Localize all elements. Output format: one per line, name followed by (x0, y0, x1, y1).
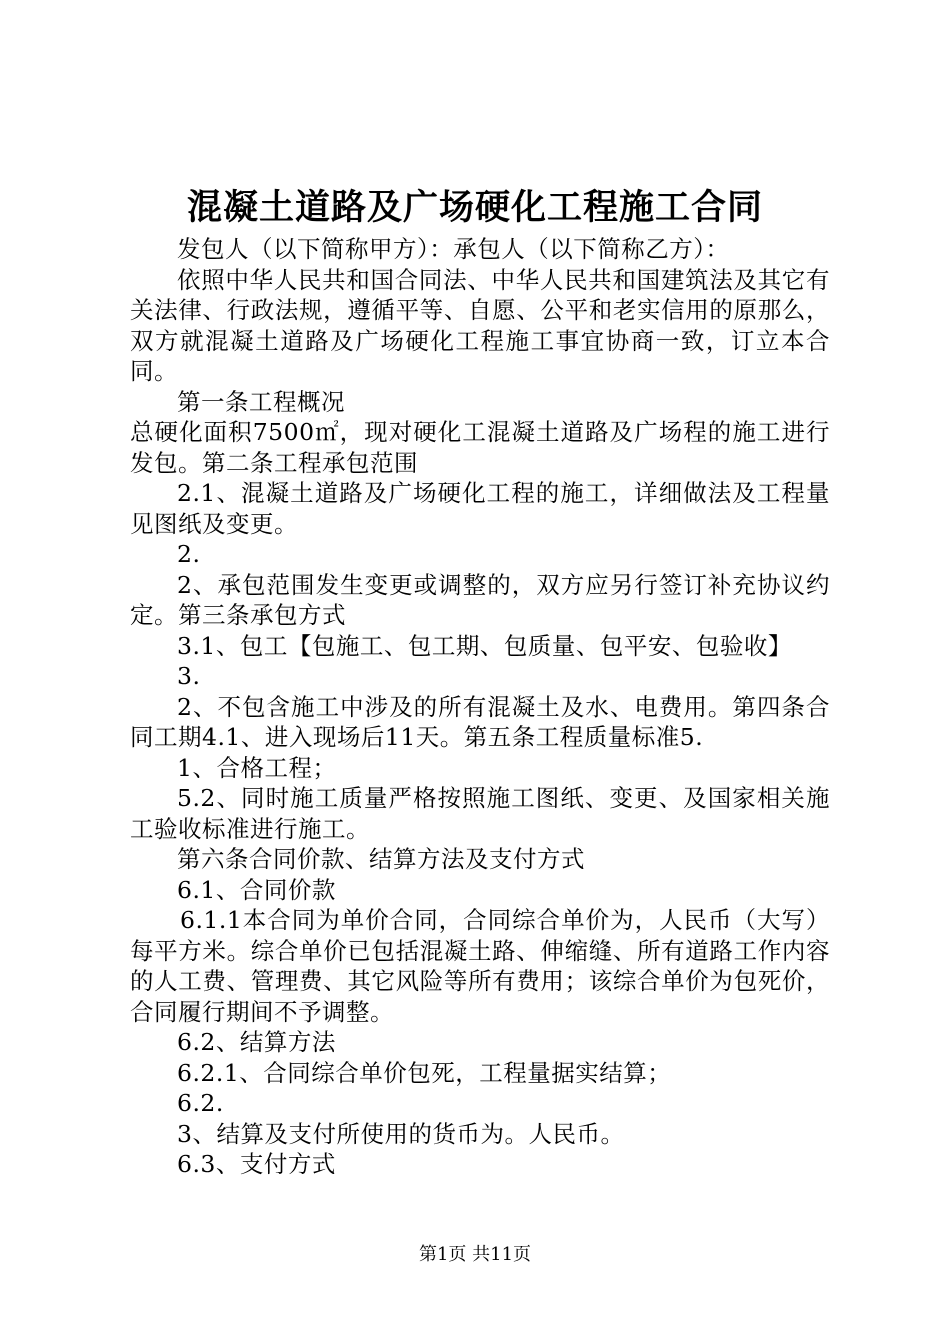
paragraph: 2. (177, 540, 201, 568)
paragraph: 3. (177, 662, 201, 690)
paragraph: 第一条工程概况 (177, 387, 345, 416)
paragraph: 第六条合同价款、结算方法及支付方式 (177, 845, 585, 873)
paragraph: 2、不包含施工中涉及的所有混凝土及水、电费用。第四条合同工期4.1、进入现场后11天。第五条工程质量标准5. (130, 692, 830, 751)
document-body (130, 234, 830, 1180)
paragraph: 6.2. (177, 1089, 224, 1117)
paragraph: 3.1、包工【包施工、包工期、包质量、包平安、包验收】 (177, 631, 792, 660)
paragraph: 1、合格工程； (177, 753, 337, 782)
paragraph: 6.1、合同价款 (177, 875, 336, 904)
paragraph: 2.1、混凝土道路及广场硬化工程的施工，详细做法及工程量见图纸及变更。 (130, 479, 830, 538)
paragraph: 6.2、结算方法 (177, 1028, 336, 1056)
page-footer: 第1页 共11页 (418, 1244, 532, 1265)
paragraph: 2、承包范围发生变更或调整的，双方应另行签订补充协议约定。第三条承包方式 (130, 570, 830, 629)
paragraph: 6.3、支付方式 (177, 1150, 336, 1178)
paragraph: 5.2、同时施工质量严格按照施工图纸、变更、及国家相关施工验收标准进行施工。 (130, 784, 830, 843)
document-title: 混凝土道路及广场硬化工程施工合同 (186, 187, 763, 228)
paragraph: 6.1.1本合同为单价合同，合同综合单价为，人民币（大写）每平方米。综合单价已包括混凝土路、伸缩缝、所有道路工作内容的人工费、管理费、其它风险等所有费用；该综合单价为包死价，合同履行期间不予调整。 (130, 906, 830, 1026)
paragraph: 依照中华人民共和国合同法、中华人民共和国建筑法及其它有关法律、行政法规，遵循平等、自愿、公平和老实信用的原那么，双方就混凝土道路及广场硬化工程施工事宜协商一致，订立本合同。 (130, 265, 830, 385)
paragraph: 总硬化面积7500㎡，现对硬化工混凝土道路及广场程的施工进行发包。第二条工程承包范围 (130, 418, 830, 477)
paragraph: 3、结算及支付所使用的货币为。人民币。 (177, 1119, 625, 1148)
paragraph: 发包人（以下简称甲方）：承包人（以下简称乙方）： (177, 235, 730, 263)
paragraph: 6.2.1、合同综合单价包死，工程量据实结算； (177, 1058, 672, 1087)
